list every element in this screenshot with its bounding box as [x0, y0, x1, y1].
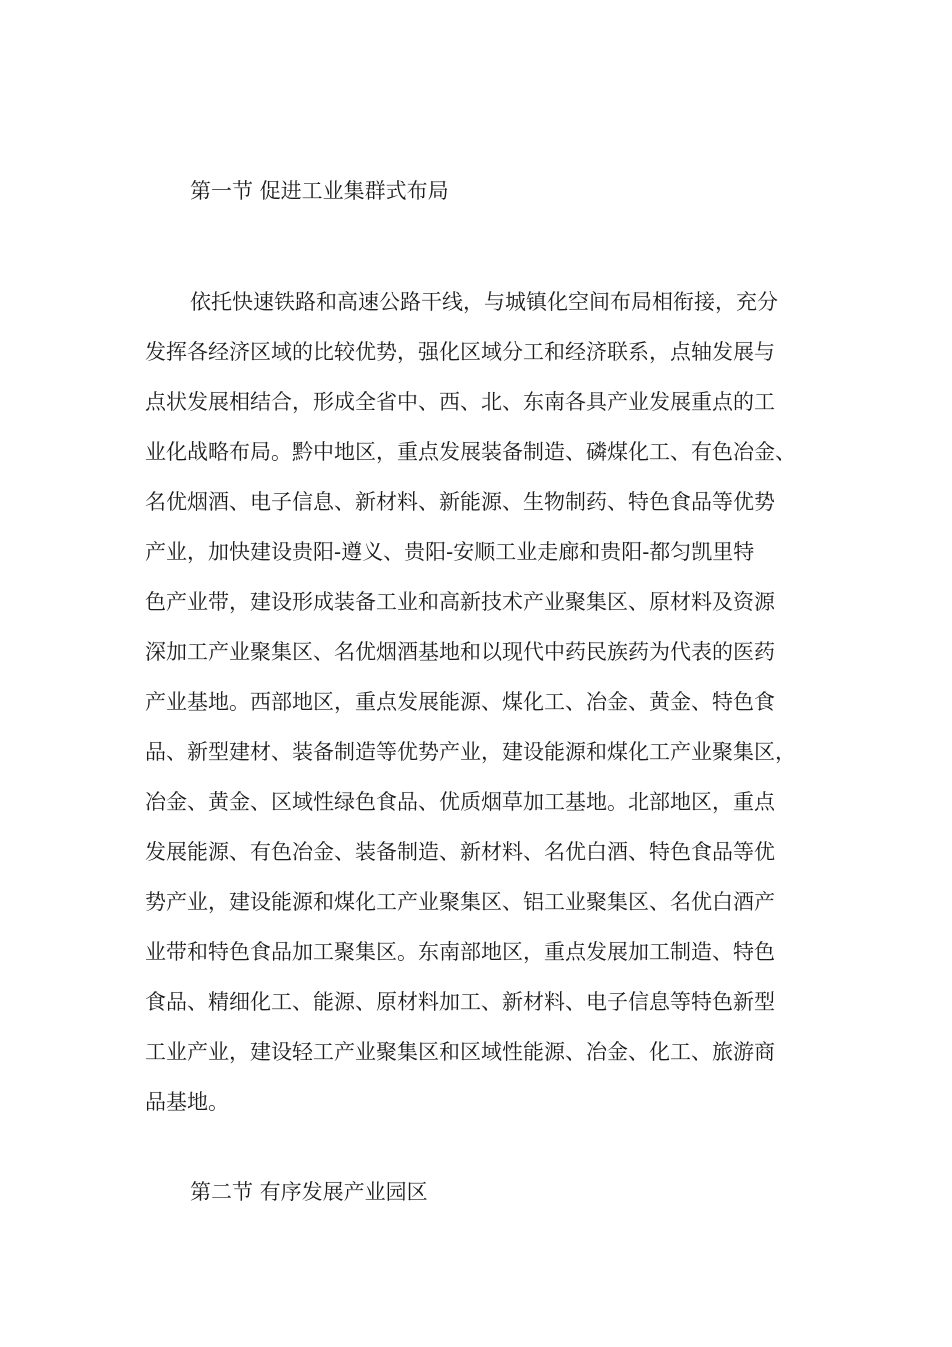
section-heading-1: 第一节 促进工业集群式布局	[190, 179, 449, 203]
paragraph-line: 色产业带，建设形成装备工业和高新技术产业聚集区、原材料及资源	[145, 590, 775, 614]
paragraph-line: 产业基地。西部地区，重点发展能源、煤化工、冶金、黄金、特色食	[145, 690, 775, 714]
paragraph-line: 品基地。	[145, 1090, 229, 1114]
paragraph-line: 品、新型建材、装备制造等优势产业，建设能源和煤化工产业聚集区，	[145, 740, 796, 764]
paragraph-line: 产业，加快建设贵阳-遵义、贵阳-安顺工业走廊和贵阳-都匀凯里特	[145, 540, 755, 564]
paragraph-line: 深加工产业聚集区、名优烟酒基地和以现代中药民族药为代表的医药	[145, 640, 775, 664]
paragraph-line: 发挥各经济区域的比较优势，强化区域分工和经济联系，点轴发展与	[145, 340, 775, 364]
paragraph-line: 工业产业，建设轻工产业聚集区和区域性能源、冶金、化工、旅游商	[145, 1040, 775, 1064]
paragraph-line: 业化战略布局。黔中地区，重点发展装备制造、磷煤化工、有色冶金、	[145, 440, 796, 464]
paragraph-line: 势产业，建设能源和煤化工产业聚集区、铝工业聚集区、名优白酒产	[145, 890, 775, 914]
paragraph-line: 冶金、黄金、区域性绿色食品、优质烟草加工基地。北部地区，重点	[145, 790, 775, 814]
paragraph-line: 名优烟酒、电子信息、新材料、新能源、生物制药、特色食品等优势	[145, 490, 775, 514]
paragraph-line: 发展能源、有色冶金、装备制造、新材料、名优白酒、特色食品等优	[145, 840, 775, 864]
paragraph-line: 业带和特色食品加工聚集区。东南部地区，重点发展加工制造、特色	[145, 940, 775, 964]
body-paragraph	[145, 277, 815, 1127]
section-heading-2: 第二节 有序发展产业园区	[190, 1180, 428, 1204]
paragraph-line: 食品、精细化工、能源、原材料加工、新材料、电子信息等特色新型	[145, 990, 775, 1014]
paragraph-line: 点状发展相结合，形成全省中、西、北、东南各具产业发展重点的工	[145, 390, 775, 414]
paragraph-line: 依托快速铁路和高速公路干线，与城镇化空间布局相衔接，充分	[190, 290, 778, 314]
